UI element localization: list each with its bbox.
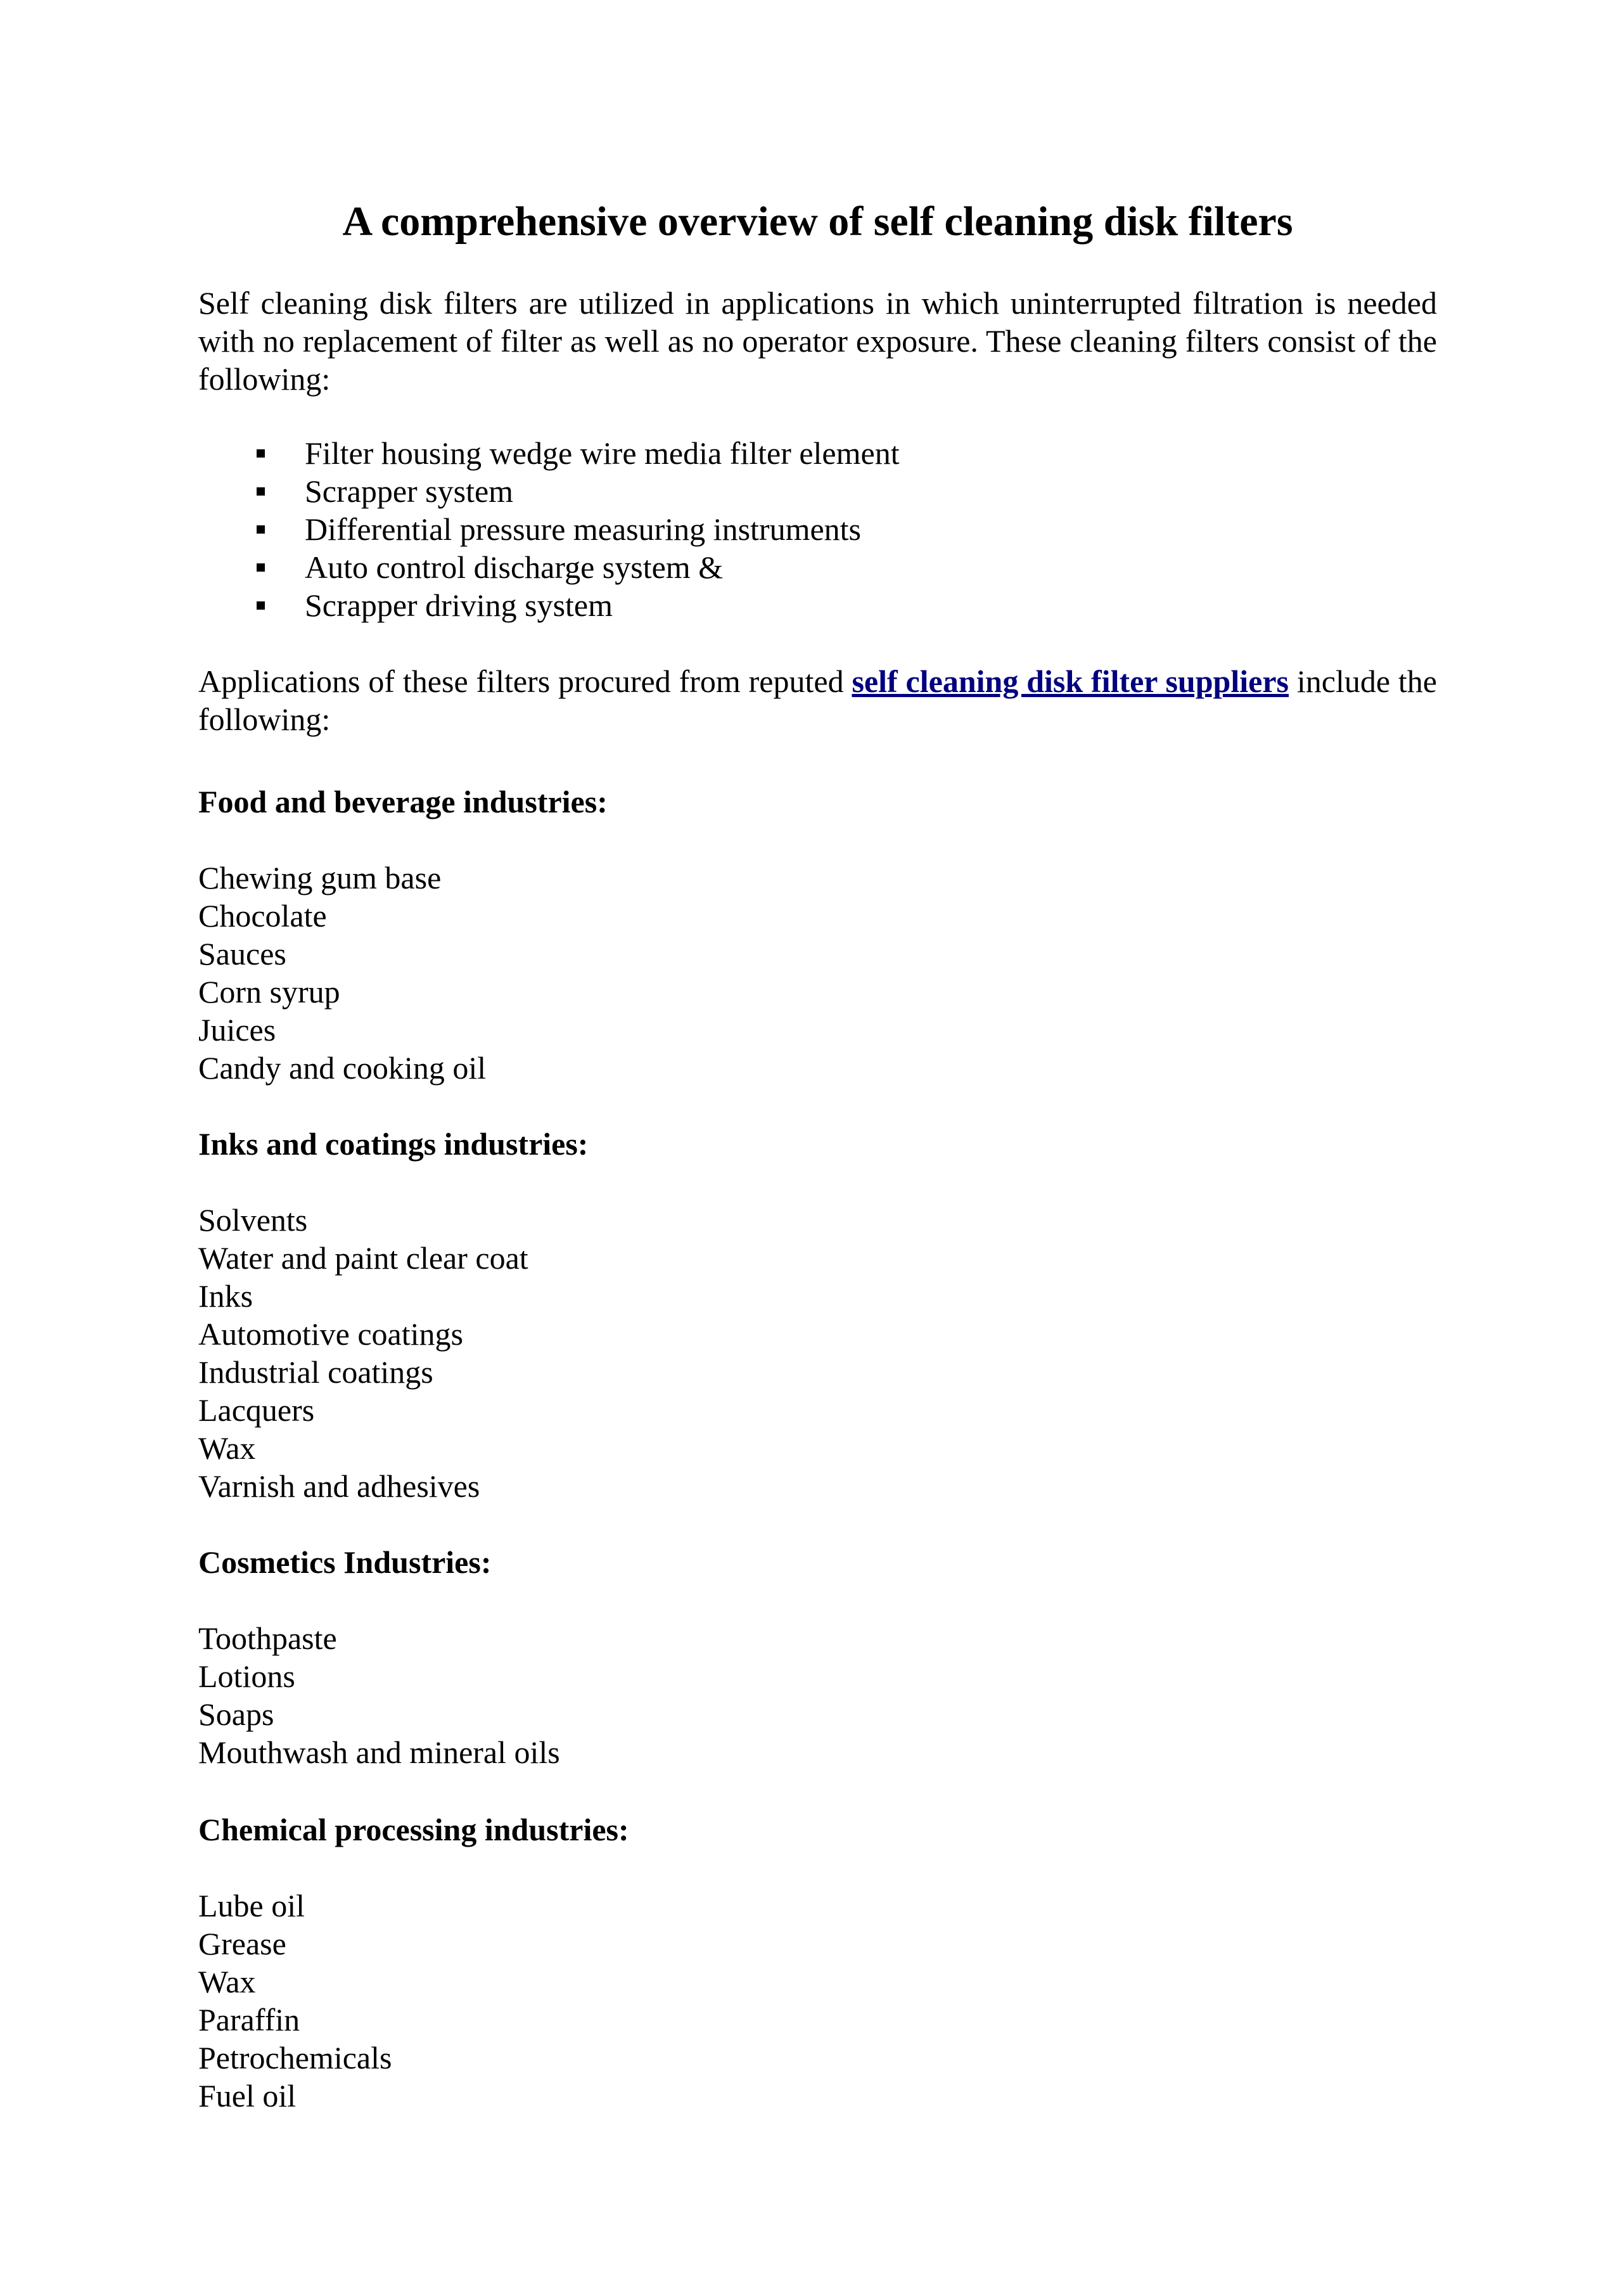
document-title: A comprehensive overview of self cleaning disk filters — [342, 198, 1293, 245]
applications-text: Applications of these filters procured from reputed — [198, 664, 852, 699]
list-item: Fuel oil — [198, 2078, 297, 2113]
list-item: Solvents — [198, 1202, 308, 1238]
list-item: Sauces — [198, 936, 286, 972]
section-heading-cosmetics: Cosmetics Industries: — [198, 1544, 492, 1580]
bullet-icon — [257, 487, 265, 496]
list-item — [198, 434, 1437, 472]
list-item: Inks — [198, 1278, 253, 1314]
list-item-text: Scrapper system — [305, 473, 514, 509]
list-item: Grease — [198, 1926, 286, 1961]
list-item — [198, 548, 1437, 586]
section-list-inks — [198, 1201, 528, 1505]
applications-paragraph — [198, 662, 1437, 738]
list-item-text: Auto control discharge system & — [305, 549, 724, 585]
components-list — [198, 434, 1437, 624]
list-item: Paraffin — [198, 2002, 300, 2037]
list-item: Lube oil — [198, 1888, 305, 1923]
section-heading-chemical: Chemical processing industries: — [198, 1812, 629, 1847]
list-item: Petrochemicals — [198, 2040, 392, 2075]
list-item: Candy and cooking oil — [198, 1050, 487, 1086]
list-item: Chewing gum base — [198, 860, 442, 895]
list-item-text: Scrapper driving system — [305, 587, 613, 623]
list-item: Wax — [198, 1964, 256, 1999]
list-item: Lotions — [198, 1658, 295, 1694]
section-heading-food: Food and beverage industries: — [198, 784, 608, 819]
list-item — [198, 586, 1437, 624]
list-item — [198, 472, 1437, 510]
bullet-icon — [257, 525, 265, 534]
list-item: Lacquers — [198, 1392, 315, 1428]
section-heading-inks: Inks and coatings industries: — [198, 1126, 589, 1162]
applications-text-end: include the following: — [198, 664, 1437, 737]
list-item: Toothpaste — [198, 1620, 337, 1656]
section-list-cosmetics — [198, 1619, 560, 1771]
suppliers-link[interactable]: self cleaning disk filter suppliers — [852, 664, 1289, 699]
bullet-icon — [257, 601, 265, 610]
intro-paragraph: Self cleaning disk filters are utilized in applications in which uninterrupted filtration is needed with no replacement of filter as well as no operator exposure. These cleaning filters consist of the following: — [198, 285, 1437, 397]
list-item: Industrial coatings — [198, 1354, 433, 1390]
bullet-icon — [257, 563, 265, 572]
list-item: Corn syrup — [198, 974, 340, 1010]
list-item: Juices — [198, 1012, 276, 1048]
section-list-chemical — [198, 1887, 392, 2115]
list-item: Automotive coatings — [198, 1316, 463, 1352]
list-item-text: Differential pressure measuring instruments — [305, 511, 862, 547]
list-item: Water and paint clear coat — [198, 1240, 528, 1276]
list-item: Soaps — [198, 1696, 274, 1732]
list-item: Mouthwash and mineral oils — [198, 1735, 560, 1770]
list-item-text: Filter housing wedge wire media filter element — [305, 435, 900, 471]
bullet-icon — [257, 449, 265, 458]
list-item: Chocolate — [198, 898, 327, 933]
section-list-food — [198, 859, 486, 1087]
list-item: Varnish and adhesives — [198, 1468, 480, 1504]
list-item: Wax — [198, 1430, 256, 1466]
list-item — [198, 510, 1437, 548]
